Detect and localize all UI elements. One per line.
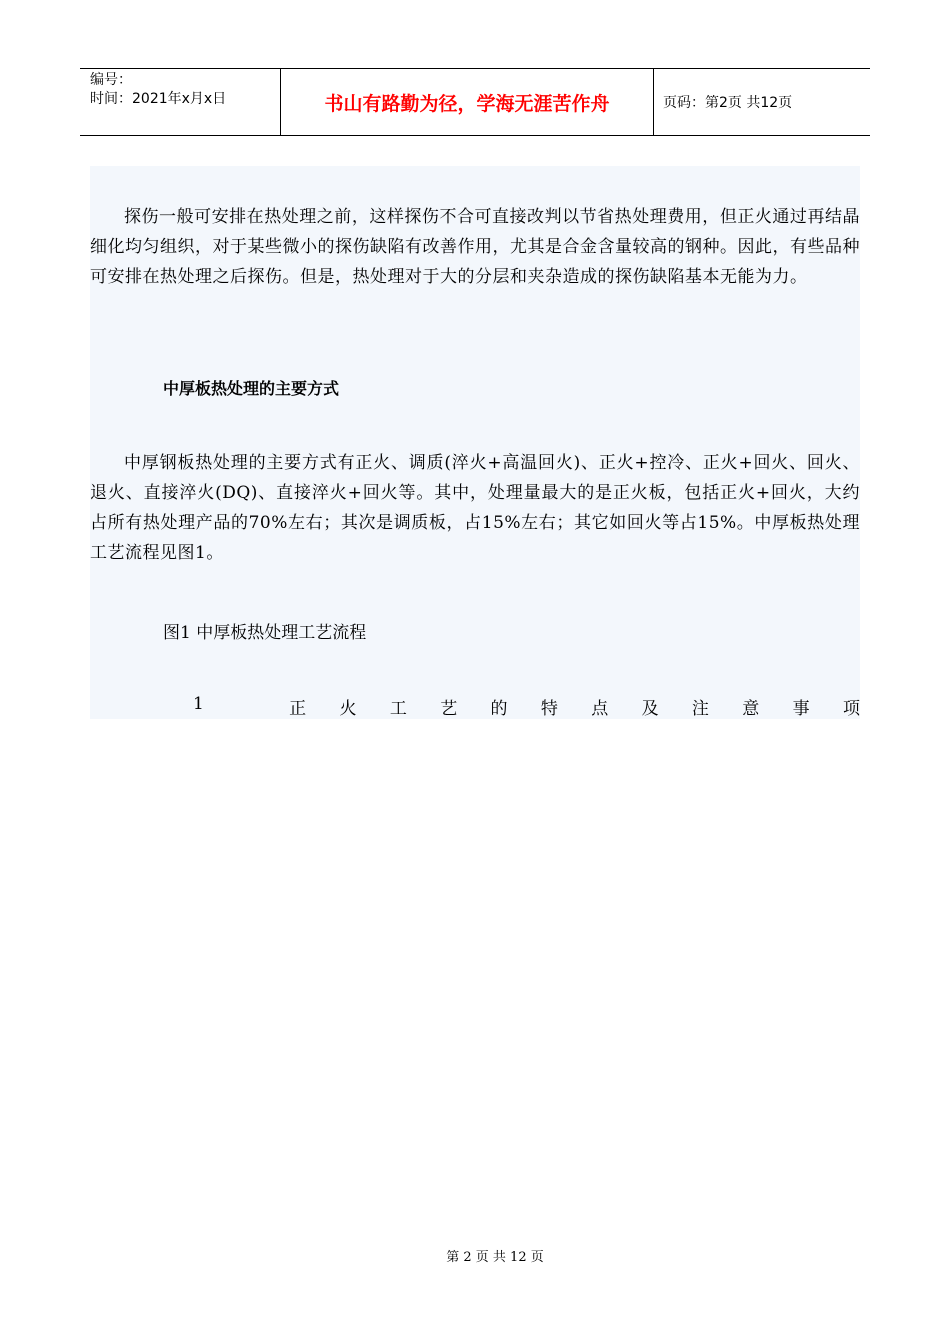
page-footer: 第 2 页 共 12 页	[446, 1250, 544, 1265]
subsection-title-char: 正	[289, 699, 307, 719]
figure-caption: 图1 中厚板热处理工艺流程	[163, 623, 367, 643]
header-page-number: 页码：第2页 共12页	[663, 95, 793, 111]
subsection-title-char: 火	[339, 699, 357, 719]
document-number-label: 编号：	[90, 72, 132, 88]
subsection-title-char: 艺	[440, 699, 458, 719]
subsection-title-char: 注	[691, 699, 709, 719]
section-heading: 中厚板热处理的主要方式	[163, 379, 340, 398]
header-motto: 书山有路勤为径，学海无涯苦作舟	[281, 69, 654, 135]
subsection-title-char: 项	[842, 699, 860, 719]
subsection-title	[193, 694, 860, 719]
subsection-title-char: 特	[540, 699, 558, 719]
subsection-title-char: 点	[591, 699, 609, 719]
subsection-title-char: 1	[193, 694, 204, 714]
paragraph-inspection: 探伤一般可安排在热处理之前，这样探伤不合可直接改判以节省热处理费用，但正火通过再结晶细化均匀组织，对于某些微小的探伤缺陷有改善作用，尤其是合金含量较高的钢种。因此，有些品种可安排在热处理之后探伤。但是，热处理对于大的分层和夹杂造成的探伤缺陷基本无能为力。	[90, 207, 860, 287]
subsection-title-char: 事	[792, 699, 810, 719]
subsection-title-char: 及	[641, 699, 659, 719]
subsection-title-char: 工	[389, 699, 407, 719]
document-time-label: 时间：2021年x月x日	[90, 91, 227, 107]
document-body	[90, 166, 860, 719]
paragraph-heat-treatment-methods: 中厚钢板热处理的主要方式有正火、调质(淬火+高温回火)、正火+控冷、正火+回火、回火、退火、直接淬火(DQ)、直接淬火+回火等。其中，处理量最大的是正火板，包括正火+回火，大约占所有热处理产品的70%左右；其次是调质板，占15%左右；其它如回火等占15%。中厚板热处理工艺流程见图1。	[90, 453, 860, 563]
subsection-title-char: 的	[490, 699, 508, 719]
subsection-title-char: 意	[742, 699, 760, 719]
page-header	[80, 68, 870, 136]
header-meta	[80, 69, 281, 135]
